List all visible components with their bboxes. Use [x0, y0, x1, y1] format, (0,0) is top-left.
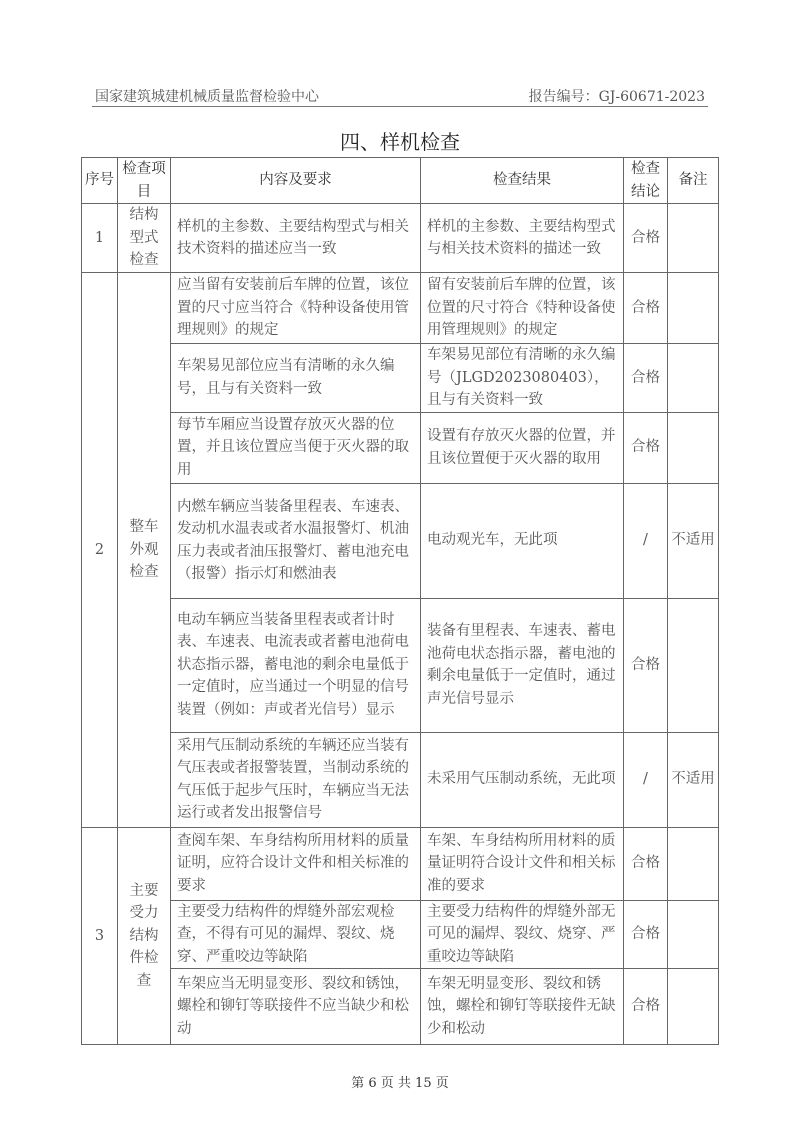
- note-cell: [668, 273, 719, 344]
- requirement-cell: 每节车厢应当设置存放灭火器的位置，并且该位置应当便于灭火器的取用: [171, 412, 421, 483]
- table-row: [82, 412, 719, 483]
- conclusion-cell: 合格: [624, 900, 668, 969]
- col-header-conclusion: 检查结论: [624, 158, 668, 204]
- table-row: [82, 969, 719, 1045]
- conclusion-cell: 合格: [624, 344, 668, 413]
- col-header-note: 备注: [668, 158, 719, 204]
- result-cell: 车架易见部位有清晰的永久编号（JLGD2023080403），且与有关资料一致: [421, 344, 624, 413]
- header-divider: [92, 106, 708, 107]
- note-cell: [668, 827, 719, 900]
- result-cell: 车架、车身结构所用材料的质量证明符合设计文件和相关标准的要求: [421, 827, 624, 900]
- note-cell: [668, 900, 719, 969]
- result-cell: 车架无明显变形、裂纹和锈蚀，螺栓和铆钉等联接件无缺少和松动: [421, 969, 624, 1045]
- note-cell: [668, 969, 719, 1045]
- col-header-item: 检查项目: [118, 158, 171, 204]
- note-cell: [668, 598, 719, 732]
- conclusion-cell: 合格: [624, 412, 668, 483]
- note-cell: [668, 344, 719, 413]
- requirement-cell: 主要受力结构件的焊缝外部宏观检查，不得有可见的漏焊、裂纹、烧穿、严重咬边等缺陷: [171, 900, 421, 969]
- conclusion-cell: 合格: [624, 204, 668, 273]
- result-cell: 主要受力结构件的焊缝外部无可见的漏焊、裂纹、烧穿、严重咬边等缺陷: [421, 900, 624, 969]
- row-number: 2: [82, 273, 118, 828]
- conclusion-cell: /: [624, 732, 668, 827]
- requirement-cell: 车架应当无明显变形、裂纹和锈蚀，螺栓和铆钉等联接件不应当缺少和松动: [171, 969, 421, 1045]
- note-cell: 不适用: [668, 483, 719, 598]
- table-row: [82, 827, 719, 900]
- page-number: 第 6 页 共 15 页: [351, 1076, 449, 1091]
- requirement-cell: 应当留有安装前后车牌的位置，该位置的尺寸应当符合《特种设备使用管理规则》的规定: [171, 273, 421, 344]
- requirement-cell: 采用气压制动系统的车辆还应当装有气压表或者报警装置，当制动系统的气压低于起步气压时，车辆应当无法运行或者发出报警信号: [171, 732, 421, 827]
- header-organization: 国家建筑城建机械质量监督检验中心: [95, 89, 319, 105]
- result-cell: 电动观光车，无此项: [421, 483, 624, 598]
- requirement-cell: 电动车辆应当装备里程表或者计时表、车速表、电流表或者蓄电池荷电状态指示器，蓄电池的剩余电量低于一定值时，应当通过一个明显的信号装置（例如：声或者光信号）显示: [171, 598, 421, 732]
- requirement-cell: 内燃车辆应当装备里程表、车速表、发动机水温表或者水温报警灯、机油压力表或者油压报警灯、蓄电池充电（报警）指示灯和燃油表: [171, 483, 421, 598]
- col-header-no: 序号: [82, 158, 118, 204]
- inspection-item: 主要受力结构件检查: [118, 827, 171, 1045]
- table-row: [82, 483, 719, 598]
- conclusion-cell: /: [624, 483, 668, 598]
- conclusion-cell: 合格: [624, 273, 668, 344]
- result-cell: 装备有里程表、车速表、蓄电池荷电状态指示器，蓄电池的剩余电量低于一定值时，通过声光信号显示: [421, 598, 624, 732]
- inspection-table: [81, 157, 719, 1045]
- col-header-result: 检查结果: [421, 158, 624, 204]
- inspection-item: 结构型式检查: [118, 204, 171, 273]
- note-cell: 不适用: [668, 732, 719, 827]
- result-cell: 样机的主参数、主要结构型式与相关技术资料的描述一致: [421, 204, 624, 273]
- conclusion-cell: 合格: [624, 969, 668, 1045]
- table-body: [82, 204, 719, 1045]
- table-row: [82, 344, 719, 413]
- section-title: 四、样机检查: [340, 130, 460, 154]
- requirement-cell: 车架易见部位应当有清晰的永久编号，且与有关资料一致: [171, 344, 421, 413]
- table-header-row: [82, 158, 719, 204]
- table-row: [82, 732, 719, 827]
- conclusion-cell: 合格: [624, 598, 668, 732]
- row-number: 3: [82, 827, 118, 1045]
- result-cell: 留有安装前后车牌的位置，该位置的尺寸符合《特种设备使用管理规则》的规定: [421, 273, 624, 344]
- requirement-cell: 查阅车架、车身结构所用材料的质量证明，应符合设计文件和相关标准的要求: [171, 827, 421, 900]
- table-row: [82, 598, 719, 732]
- col-header-requirement: 内容及要求: [171, 158, 421, 204]
- header-report-number: 报告编号：GJ-60671-2023: [528, 89, 705, 105]
- inspection-item: 整车外观检查: [118, 273, 171, 828]
- row-number: 1: [82, 204, 118, 273]
- conclusion-cell: 合格: [624, 827, 668, 900]
- table-row: [82, 273, 719, 344]
- requirement-cell: 样机的主参数、主要结构型式与相关技术资料的描述应当一致: [171, 204, 421, 273]
- result-cell: 未采用气压制动系统，无此项: [421, 732, 624, 827]
- note-cell: [668, 204, 719, 273]
- table-row: [82, 900, 719, 969]
- table-row: [82, 204, 719, 273]
- note-cell: [668, 412, 719, 483]
- result-cell: 设置有存放灭火器的位置，并且该位置便于灭火器的取用: [421, 412, 624, 483]
